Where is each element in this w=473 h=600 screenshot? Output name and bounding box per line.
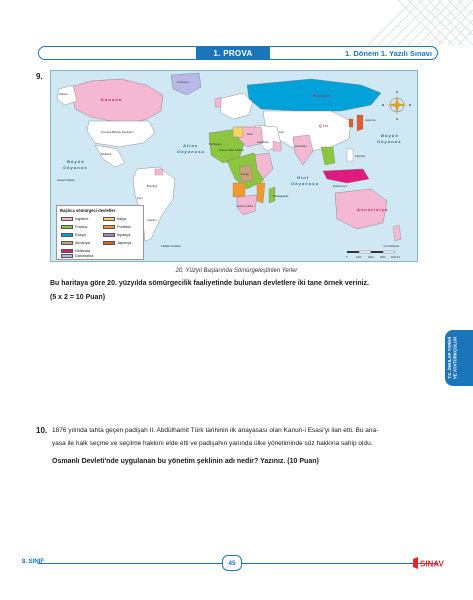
europe-land (219, 93, 253, 119)
side-tab-text (447, 336, 471, 380)
hawaii-label: Hawaii Adaları (57, 178, 75, 182)
page-number: 45 (222, 555, 242, 571)
legend-item: İspanya (103, 232, 130, 237)
pacific-left-label-2: O k y a n u s (63, 165, 87, 170)
new-zealand-land (393, 225, 401, 241)
rusya-label: R u s y a (313, 93, 330, 98)
atlantic-label-2: O k y a n u s u (177, 149, 205, 154)
avustralya-label: A v u s t r a l y a (357, 207, 388, 212)
korea-land (349, 119, 353, 127)
compass-w: B (382, 103, 385, 107)
cin-label: Ç i n (319, 123, 328, 128)
legend-swatch-5 (103, 233, 115, 237)
brezilya-label: Brezilya (147, 184, 157, 188)
legend-swatch-0 (61, 217, 73, 221)
indonesia-land (323, 169, 369, 183)
indochina-land (321, 147, 335, 165)
meksika-label: Meksika (101, 152, 112, 156)
legend-item: Fransa (61, 224, 87, 229)
japonya-label: Japonya (365, 118, 376, 122)
legend-item: İngiltere (61, 216, 89, 221)
iran-label: İran (279, 130, 284, 134)
angola-land (233, 183, 245, 197)
world-map (50, 70, 418, 262)
scale-4000: 4000 km (391, 256, 401, 259)
peru-label: Peru (137, 196, 143, 200)
gronland-label: Grönland (177, 80, 189, 84)
uk-land (215, 97, 221, 107)
exam-label: 1. Dönem 1. Yazılı Sınavı (345, 48, 432, 58)
map-caption: 20. Yüzyıl Başlarında Sömürgeleştirilen Yerler (175, 268, 298, 274)
scale-bar (347, 251, 395, 253)
mozambique-land (257, 183, 265, 203)
question-10-line1: 1876 yılında tahta geçen padişah II. Abdülhamit Türk tarihinin ilk anayasası olan Kanun-i Esasi'yi ilan etti. Bu ana- (52, 427, 379, 434)
guyana-land (155, 169, 163, 175)
philippines-land (347, 149, 353, 161)
question-10-body (52, 424, 452, 450)
scale-2000: 2000 (368, 256, 374, 259)
atlantic-label-1: A t l a s (183, 143, 198, 148)
legend-swatch-8 (61, 249, 73, 253)
kongo-label: Kongo (241, 172, 250, 176)
legend-item: Portekiz (103, 224, 131, 229)
legend-item: Hollanda (61, 248, 90, 253)
legend-swatch-2 (61, 225, 73, 229)
usa-land (87, 121, 155, 147)
question-10-line2: yasa ile halk seçme ve seçilme hakkını elde etti ve padişahın yanında ülke yönetiminde söz hakkına sahip oldu. (52, 440, 373, 447)
legend-swatch-6 (61, 241, 73, 245)
filipinler-label: Filipinler (355, 154, 366, 158)
legend-swatch-7 (103, 241, 115, 245)
indian-label-2: O k y a n u s u (291, 181, 319, 186)
misir-label: Mısır (247, 132, 254, 136)
side-tab-line1: T.C. İNKILAP TARİHİ (447, 336, 452, 380)
scale-3000: 3000 (380, 256, 386, 259)
falkland-label: Falkland Adaları (161, 244, 182, 248)
mexico-land (95, 145, 125, 167)
footer-grade: 8. SINIF (22, 559, 45, 565)
libya-land (233, 127, 243, 137)
compass-s: G (396, 117, 399, 121)
legend-swatch-9 (61, 254, 73, 258)
legend-swatch-1 (103, 217, 115, 221)
compass-icon (387, 95, 407, 115)
prova-label: 1. PROVA (196, 46, 270, 60)
corner-pattern (368, 0, 473, 45)
compass-n: K (396, 90, 399, 94)
question-9-text: Bu haritaya göre 20. yüzyılda sömürgecilik faaliyetinde bulunan devletlere iki tane örnek veriniz. (50, 280, 369, 287)
moritanya-label: Moritanya (209, 142, 222, 146)
legend-item: İtalya (103, 216, 126, 221)
arjantin-label: Arjantin (147, 218, 157, 222)
yeni-zelanda-label: Yeni Zelanda (383, 244, 400, 248)
legend-title: Başlıca sömürgeci devletler (60, 208, 116, 213)
hindistan-label: Hindistan (295, 144, 307, 148)
alaska-label: Alaska (59, 92, 68, 96)
guney-afrika-label: Güney Afrika (237, 204, 254, 208)
question-10-text: Osmanlı Devleti'nde uygulanan bu yönetim şeklinin adı nedir? Yazınız. (10 Puan) (52, 458, 319, 465)
india-land (293, 135, 313, 165)
compass-e: D (409, 103, 412, 107)
question-9-points: (5 x 2 = 10 Puan) (50, 294, 106, 301)
logo-text: SINAV (420, 559, 444, 569)
indian-label-1: H i n t (297, 175, 309, 180)
legend-swatch-3 (103, 225, 115, 229)
madagaskar-label: Madagaskar (273, 194, 289, 198)
sinav-logo (412, 556, 450, 570)
pacific-right-label-2: O k y a n u s (377, 139, 401, 144)
legend-item: Rusya (61, 232, 86, 237)
legend-item: Danimarka (61, 253, 93, 258)
arabistan-label: Arabistan (257, 140, 269, 144)
scale-0: 0 (346, 256, 348, 259)
pacific-left-label-1: B ü y ü k (67, 159, 84, 164)
kanada-label: K a n a d a (101, 97, 122, 102)
fransiz-bati-afrika-label: Fransız Batı Afrikası (219, 148, 245, 152)
endonezya-label: Endonezya (333, 184, 347, 188)
legend-item: Japonya (103, 240, 131, 245)
question-10-number: 10. (36, 426, 48, 435)
japan-land (357, 115, 363, 131)
legend-swatch-4 (61, 233, 73, 237)
map-legend (56, 205, 144, 260)
legend-item: Almanya (61, 240, 90, 245)
scale-1000: 1000 (356, 256, 362, 259)
pacific-right-label-1: B ü y ü k (381, 133, 398, 138)
question-9-number: 9. (36, 72, 43, 81)
greenland-land (171, 73, 201, 95)
side-tab-line2: VE ATATÜRKÇÜLÜK (452, 336, 458, 380)
abd-label: Amerika Birleşik Devletleri (101, 130, 134, 134)
